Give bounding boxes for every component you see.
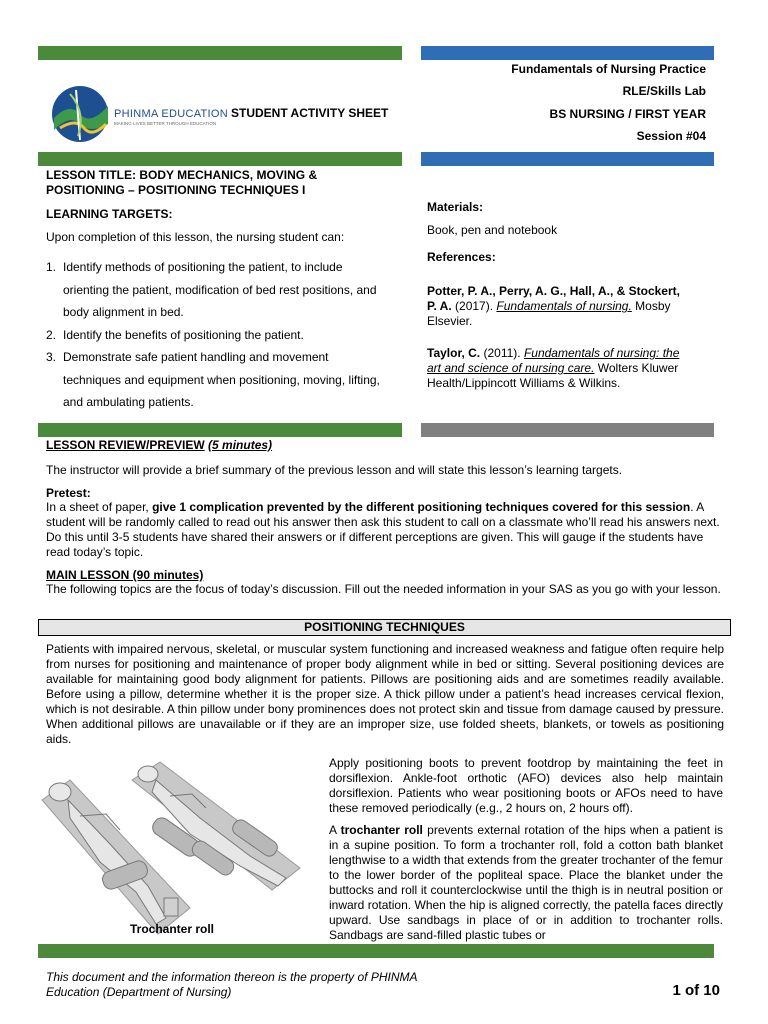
main-lesson-intro: The following topics are the focus of today’s discussion. Fill out the needed information in your SAS as you go with your lesson.	[46, 582, 721, 596]
footer-disclaimer: This document and the information thereon is the property of PHINMA Education (Department of Nursing)	[46, 970, 418, 999]
lesson-title-line2: POSITIONING – POSITIONING TECHNIQUES I	[46, 183, 306, 197]
logo-tagline: MAKING LIVES BETTER THROUGH EDUCATION	[114, 121, 217, 126]
review-gray-bar	[421, 423, 714, 437]
logo-text: PHINMA EDUCATION	[114, 108, 228, 120]
header-green-bar	[38, 46, 402, 60]
learning-targets-heading: LEARNING TARGETS:	[46, 207, 173, 221]
learning-targets-list	[46, 256, 401, 414]
session-number: Session #04	[636, 129, 706, 143]
references-heading: References:	[427, 250, 496, 264]
lesson-green-bar	[38, 152, 402, 166]
review-text: The instructor will provide a brief summary of the previous lesson and will state this lesson’s learning targets.	[46, 463, 623, 477]
lesson-blue-bar	[421, 152, 714, 166]
target-item-3: 3. Demonstrate safe patient handling and movement techniques and equipment when positioning, moving, lifting, and ambulating patients.	[46, 350, 380, 409]
pretest-text: In a sheet of paper, give 1 complication prevented by the different positioning techniques covered for this session. A student will be randomly called to read out his answer then ask this student to call on a classmate who’ll read his answers next. Do this until 3-5 students have shared their answers or if different perceptions are given. This will gauge if the students have read today’s topic.	[46, 500, 720, 559]
review-heading: LESSON REVIEW/PREVIEW (5 minutes)	[46, 438, 273, 452]
lesson-title	[46, 168, 396, 198]
course-name: Fundamentals of Nursing Practice	[511, 62, 706, 76]
trochanter-roll-figure	[40, 758, 320, 940]
footer-green-bar	[38, 944, 714, 958]
program-name: BS NURSING / FIRST YEAR	[549, 107, 706, 121]
lab-name: RLE/Skills Lab	[622, 84, 706, 98]
target-item-1: 1. Identify methods of positioning the patient, to include orienting the patient, modification of bed rest positions, and body alignment in bed.	[46, 260, 377, 319]
sheet-title: STUDENT ACTIVITY SHEET	[231, 106, 389, 120]
materials-heading: Materials:	[427, 200, 484, 214]
figure-caption: Trochanter roll	[130, 922, 215, 936]
lesson-title-line1: LESSON TITLE: BODY MECHANICS, MOVING &	[46, 168, 318, 182]
target-item-2: 2. Identify the benefits of positioning the patient.	[46, 327, 304, 342]
paragraph-positioning-aids: Patients with impaired nervous, skeletal, or muscular system functioning and increased weakness and fatigue often require help from nurses for positioning and maintenance of proper body alignment while in bed or sitting. Several positioning devices are available for maintaining good body alignment for patients. Pillows are positioning aids and are sometimes readily available. Before using a pillow, determine whether it is the proper size. A thick pillow under a patient’s head increases cervical flexion, which is not desirable. A thin pillow under bony prominences does not protect skin and tissue from damage caused by pressure. When additional pillows are unavailable or if they are an improper size, use folded sheets, blankets, or towels as positioning aids.	[46, 642, 724, 746]
header-blue-bar	[421, 46, 714, 60]
page-number: 1 of 10	[672, 982, 720, 999]
positioning-techniques-box: POSITIONING TECHNIQUES	[38, 619, 731, 636]
learning-targets-intro: Upon completion of this lesson, the nursing student can:	[46, 230, 345, 244]
review-green-bar	[38, 423, 402, 437]
main-lesson-heading: MAIN LESSON (90 minutes)	[46, 568, 204, 582]
reference-2: Taylor, C. (2011). Fundamentals of nursing: the art and science of nursing care. Wolters Kluwer Health/Lippincott Williams & Wilkins.	[427, 346, 680, 390]
paragraph-trochanter-roll: A trochanter roll prevents external rotation of the hips when a patient is in a supine position. To form a trochanter roll, fold a cotton bath blanket lengthwise to a width that extends from the greater trochanter of the femur to the lower border of the popliteal space. Place the blanket under the buttocks and roll it counterclockwise until the thigh is in neutral position or inward rotation. When the hip is aligned correctly, the patella faces directly upward. Use sandbags in place of or in addition to trochanter rolls. Sandbags are sand-filled plastic tubes or	[329, 823, 723, 942]
reference-1: Potter, P. A., Perry, A. G., Hall, A., & Stockert, P. A. (2017). Fundamentals of nursing. Mosby Elsevier.	[427, 284, 680, 328]
phinma-logo-icon	[50, 84, 110, 144]
pretest-heading: Pretest:	[46, 486, 91, 500]
paragraph-positioning-boots: Apply positioning boots to prevent footdrop by maintaining the feet in dorsiflexion. Ankle-foot orthotic (AFO) devices also help maintain dorsiflexion. Patients who wear positioning boots or AFOs need to have these removed periodically (e.g., 2 hours on, 2 hours off).	[329, 756, 723, 815]
materials-text: Book, pen and notebook	[427, 223, 558, 237]
